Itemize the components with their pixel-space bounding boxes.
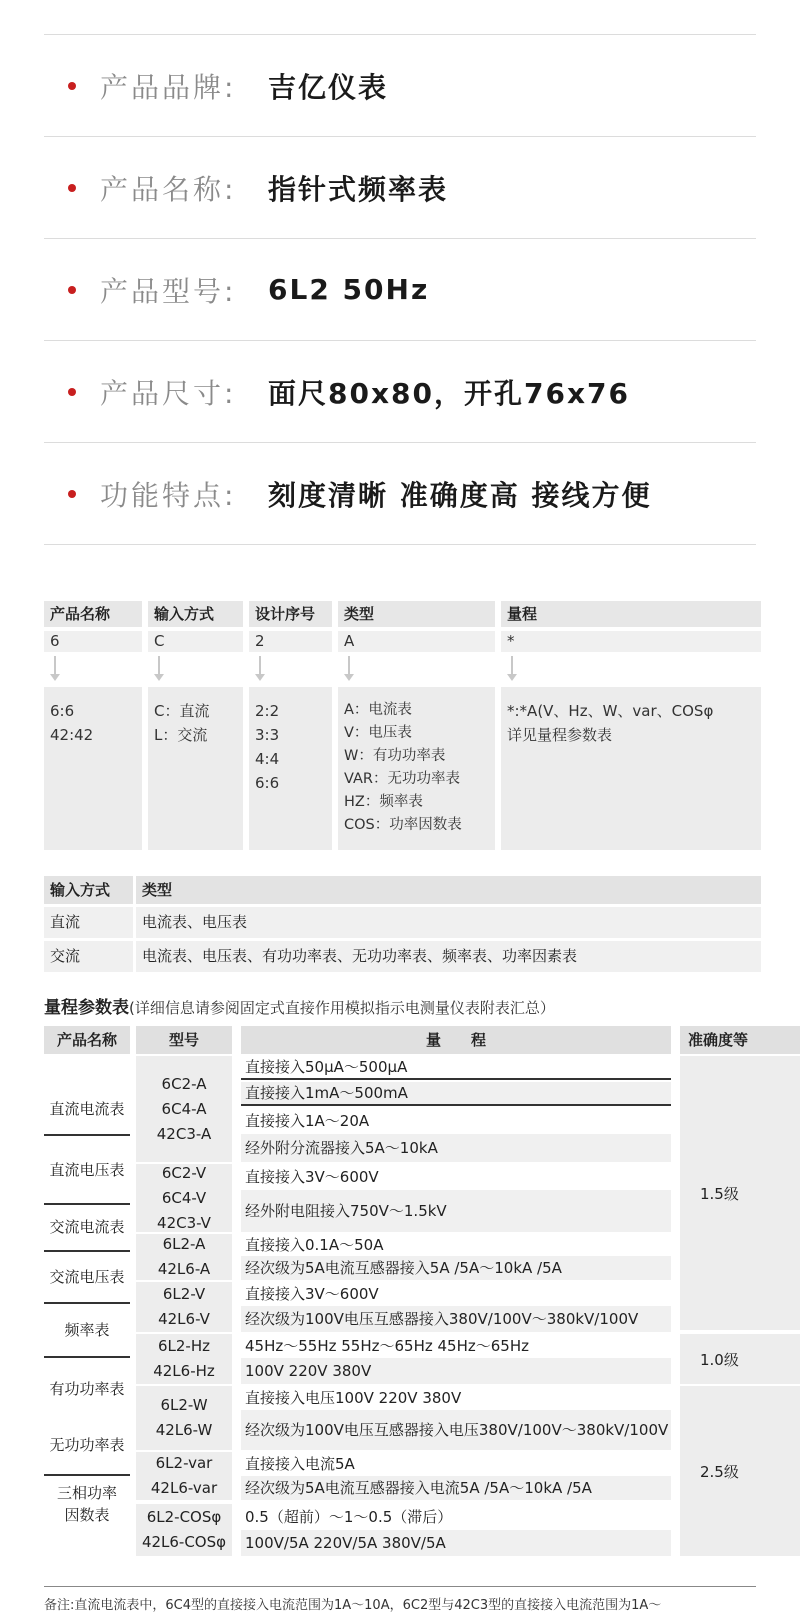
range-table-title (44, 993, 555, 1018)
desc-line: 6:6 (255, 774, 280, 792)
range-title-main: 量程参数表 (44, 998, 129, 1018)
model-col-header: 输入方式 (148, 601, 243, 627)
range-cell: 经外附电阻接入750V～1.5kV (241, 1190, 671, 1232)
spec-row-size (44, 340, 756, 442)
spec-label: 产品名称: (100, 172, 237, 206)
arrow-down-icon (501, 652, 761, 687)
desc-line: COS：功率因数表 (344, 817, 462, 833)
bullet-icon (68, 490, 76, 498)
arrow-down-icon (249, 652, 332, 687)
footnote: 备注:直流电流表中，6C4型的直接接入电流范围为1A～10A，6C2型与42C3型的直接接入电流范围为1A～ (44, 1598, 662, 1613)
table-header-row (44, 876, 761, 904)
desc-line: 详见量程参数表 (507, 726, 613, 744)
product-name-cell: 频率表 (44, 1302, 130, 1356)
desc-line: 4:4 (255, 750, 280, 768)
range-parameter-table (44, 1026, 800, 1586)
range-cell: 0.5（超前）～1～0.5（滞后） (245, 1508, 453, 1526)
range-cell: 经次级为100V电压互感器接入电压380V/100V～380kV/100V (241, 1410, 671, 1450)
model-line: 6L2-A (162, 1235, 206, 1253)
range-cell: 直接接入3V～600V (245, 1285, 379, 1303)
spec-value: 6L2 50Hz (268, 273, 430, 306)
model-col-value: 2 (249, 631, 332, 652)
spec-label: 功能特点: (100, 478, 237, 512)
model-line: 6C4-V (161, 1188, 207, 1207)
product-name-cell: 无功功率表 (49, 1436, 125, 1454)
spec-row-brand (44, 34, 756, 136)
table-row (44, 907, 761, 938)
arrow-down-icon (148, 652, 243, 687)
accuracy-cell: 1.5级 (680, 1056, 800, 1330)
table-cell: 交流 (44, 941, 133, 972)
desc-line: C：直流 (154, 702, 210, 720)
range-cell: 直接接入电流5A (245, 1455, 355, 1473)
product-name-cell: 直流电流表 (49, 1100, 125, 1118)
range-cell: 经次级为5A电流互感器接入5A /5A～10kA /5A (241, 1256, 671, 1280)
model-col-desc (501, 687, 761, 850)
range-cell: 直接接入50μA～500μA (241, 1056, 671, 1080)
range-cell: 直接接入1mA～500mA (241, 1082, 671, 1106)
spec-list (44, 0, 756, 545)
model-line: 6L2-var (155, 1454, 213, 1472)
arrow-down-icon (44, 652, 142, 687)
spec-value: 面尺80x80，开孔76x76 (268, 376, 630, 410)
model-cell (136, 1386, 232, 1450)
header-cell: 量 程 (241, 1026, 671, 1054)
desc-line: VAR：无功功率表 (344, 771, 460, 787)
product-name-cell: 直流电压表 (44, 1134, 130, 1204)
range-cell: 经外附分流器接入5A～10kA (241, 1134, 671, 1162)
model-line: 42L6-var (150, 1479, 218, 1497)
model-col-value: C (148, 631, 243, 652)
model-col-desc (44, 687, 142, 850)
range-cell: 直接接入电压100V 220V 380V (245, 1389, 462, 1407)
model-col-name (44, 601, 142, 850)
table-cell: 直流 (44, 907, 133, 938)
desc-line: 3:3 (255, 726, 280, 744)
model-col-value: A (338, 631, 495, 652)
range-cell: 45Hz～55Hz 55Hz～65Hz 45Hz～65Hz (245, 1337, 529, 1355)
model-line: 42L6-A (157, 1260, 211, 1278)
accuracy-cell: 2.5级 (680, 1386, 800, 1556)
model-cell (136, 1282, 232, 1332)
model-line: 6C4-A (161, 1099, 207, 1118)
model-cell (136, 1056, 232, 1162)
spec-row-name (44, 136, 756, 238)
desc-line: 6:6 (50, 702, 75, 720)
range-cell: 100V/5A 220V/5A 380V/5A (241, 1530, 671, 1556)
model-col-value: * (501, 631, 761, 652)
model-code-diagram (44, 601, 761, 855)
model-cell (136, 1334, 232, 1384)
model-col-header: 设计序号 (249, 601, 332, 627)
model-line: 6L2-W (160, 1396, 208, 1414)
header-cell: 产品名称 (44, 1026, 130, 1054)
model-col-range (501, 601, 761, 850)
spec-label: 产品尺寸: (100, 376, 237, 410)
desc-line: W：有功功率表 (344, 748, 446, 764)
model-col-input (148, 601, 243, 850)
desc-line: 42:42 (50, 726, 94, 744)
desc-line: *:*A(V、Hz、W、var、COSφ (507, 702, 714, 720)
range-cell: 经次级为100V电压互感器接入380V/100V～380kV/100V (241, 1306, 671, 1332)
desc-line: V：电压表 (344, 725, 412, 741)
desc-line: HZ：频率表 (344, 794, 423, 810)
model-cell (136, 1504, 232, 1556)
header-cell: 输入方式 (44, 876, 133, 904)
model-col-desc (249, 687, 332, 850)
model-cell (136, 1164, 232, 1232)
table-bottom-divider (44, 1586, 756, 1587)
model-col-desc (148, 687, 243, 850)
model-line: 6C2-A (161, 1074, 207, 1093)
range-cell: 经次级为5A电流互感器接入电流5A /5A～10kA /5A (241, 1476, 671, 1500)
bullet-icon (68, 184, 76, 192)
product-name-line: 因数表 (64, 1506, 110, 1524)
spec-row-features (44, 442, 756, 545)
range-cell: 直接接入1A～20A (245, 1112, 370, 1130)
model-line: 42C3-A (156, 1124, 212, 1143)
range-cell: 直接接入3V～600V (245, 1168, 379, 1186)
model-col-header: 产品名称 (44, 601, 142, 627)
spec-value: 吉亿仪表 (268, 70, 389, 104)
header-cell: 类型 (136, 876, 761, 904)
model-line: 6L2-V (162, 1285, 206, 1303)
model-col-design (249, 601, 332, 850)
range-cell: 直接接入0.1A～50A (245, 1236, 384, 1254)
model-line: 42C3-V (157, 1213, 211, 1232)
model-line: 42L6-COSφ (141, 1533, 227, 1551)
model-col-header: 类型 (338, 601, 495, 627)
header-cell: 型号 (136, 1026, 232, 1054)
bullet-icon (68, 388, 76, 396)
model-line: 6C2-V (161, 1163, 207, 1182)
accuracy-cell: 1.0级 (680, 1334, 800, 1384)
product-name-cell: 有功功率表 (44, 1356, 130, 1420)
spec-value: 指针式频率表 (268, 172, 449, 206)
model-cell (136, 1234, 232, 1280)
model-line: 6L2-Hz (157, 1337, 210, 1355)
product-name-cell: 交流电压表 (44, 1250, 130, 1302)
spec-label: 产品型号: (100, 274, 237, 308)
range-cell: 100V 220V 380V (241, 1358, 671, 1384)
table-cell: 电流表、电压表 (136, 907, 761, 938)
model-col-desc (338, 687, 495, 850)
bullet-icon (68, 82, 76, 90)
desc-line: L：交流 (154, 726, 208, 744)
model-line: 42L6-V (158, 1310, 210, 1328)
arrow-down-icon (338, 652, 495, 687)
product-name-cell: 交流电流表 (44, 1203, 130, 1249)
model-col-header: 量程 (501, 601, 761, 627)
header-cell: 准确度等 (680, 1026, 800, 1054)
model-line: 42L6-W (155, 1421, 213, 1439)
input-type-table (44, 876, 761, 975)
spec-label: 产品品牌: (100, 70, 237, 104)
table-row (44, 941, 761, 972)
model-line: 42L6-Hz (153, 1362, 215, 1380)
spec-value: 刻度清晰 准确度高 接线方便 (268, 478, 652, 512)
desc-line: A：电流表 (344, 702, 412, 718)
product-name-line: 三相功率 (56, 1484, 117, 1502)
product-name-cell (44, 1474, 130, 1532)
model-cell (136, 1452, 232, 1500)
table-cell: 电流表、电压表、有功功率表、无功功率表、频率表、功率因素表 (136, 941, 761, 972)
desc-line: 2:2 (255, 702, 280, 720)
model-col-value: 6 (44, 631, 142, 652)
range-title-sub: (详细信息请参阅固定式直接作用模拟指示电测量仪表附表汇总） (129, 999, 555, 1017)
model-col-type (338, 601, 495, 850)
model-line: 6L2-COSφ (146, 1508, 222, 1526)
spec-row-model (44, 238, 756, 340)
bullet-icon (68, 286, 76, 294)
